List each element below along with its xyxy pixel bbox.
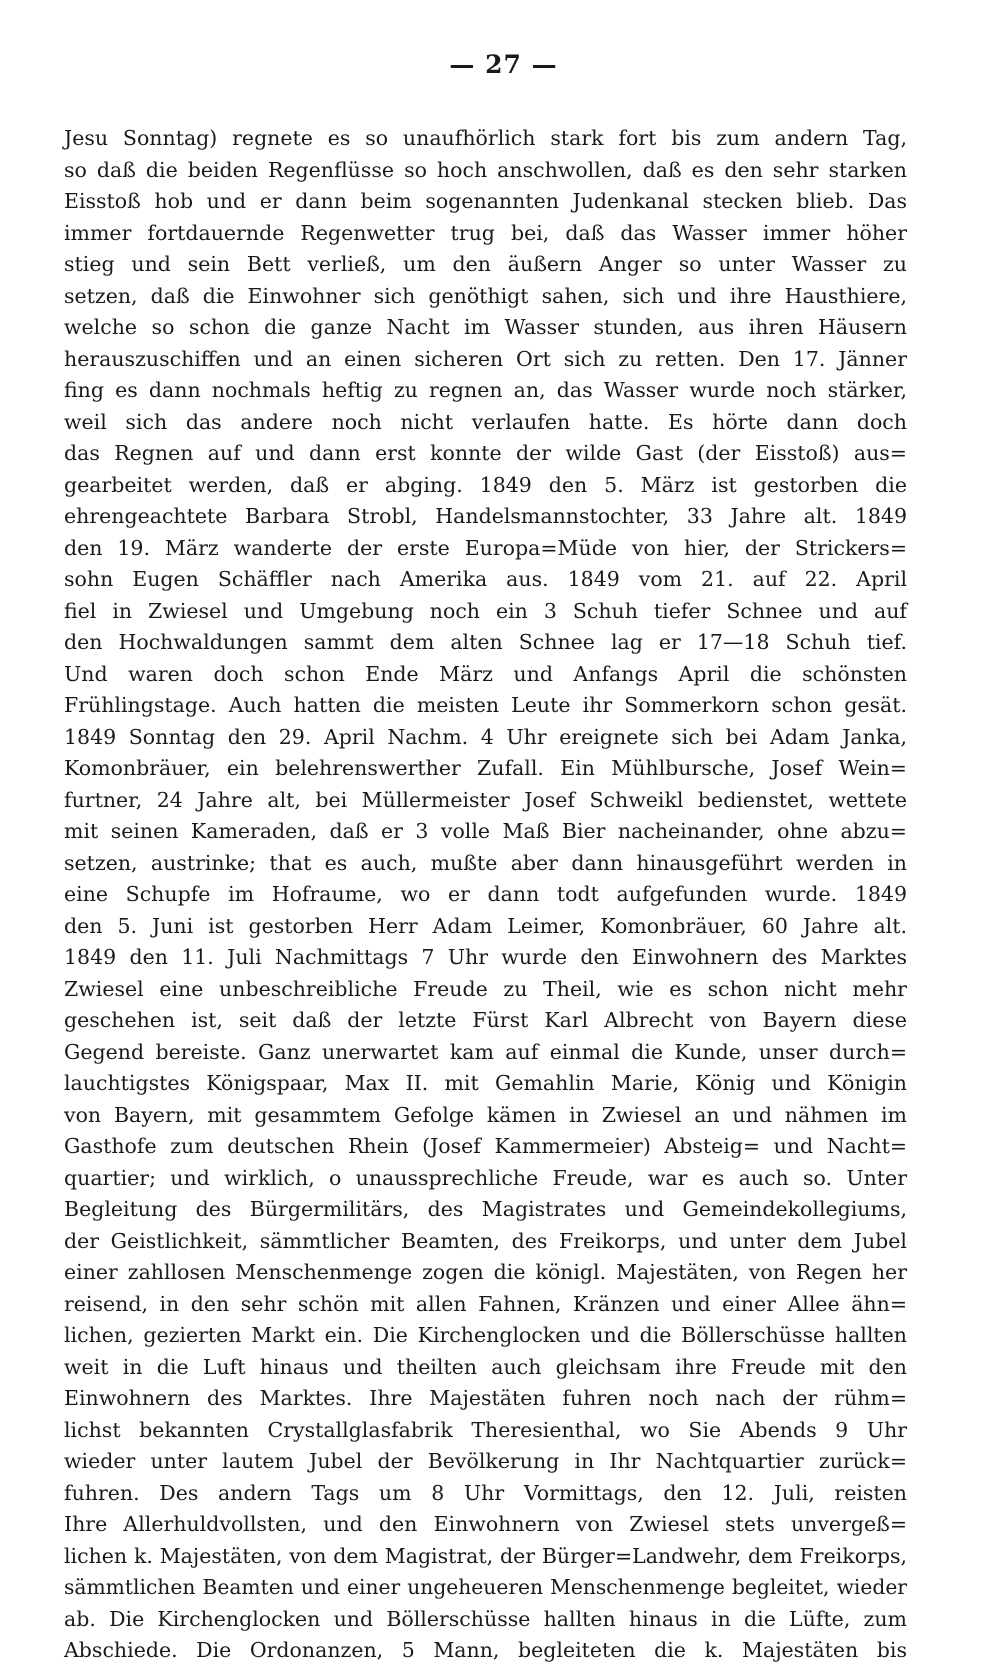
text-line: fing es dann nochmals heftig zu regnen an, das Wasser wurde noch stärker, — [64, 378, 907, 402]
text-line: lichen, gezierten Markt ein. Die Kirchenglocken und die Böllerschüsse hallten — [64, 1323, 907, 1347]
text-line: reisend, in den sehr schön mit allen Fahnen, Kränzen und einer Allee ähn= — [64, 1291, 907, 1316]
text-line: ehrengeachtete Barbara Strobl, Handelsmannstochter, 33 Jahre alt. 1849 — [64, 504, 907, 528]
text-line: Und waren doch schon Ende März und Anfangs April die schönsten — [64, 661, 907, 686]
text-line: 1849 Sonntag den 29. April Nachm. 4 Uhr ereignete sich bei Adam Janka, — [64, 724, 907, 749]
text-line: den 19. März wanderte der erste Europa=Müde von hier, der Strickers= — [64, 535, 907, 560]
text-line: mit seinen Kameraden, daß er 3 volle Maß Bier nacheinander, ohne abzu= — [64, 819, 907, 843]
text-line: sämmtlichen Beamten und einer ungeheueren Menschenmenge begleitet, wieder — [64, 1575, 907, 1599]
text-line: Ihre Allerhuldvollsten, und den Einwohnern von Zwiesel stets unvergeß= — [64, 1512, 907, 1536]
text-line: weil sich das andere noch nicht verlaufen hatte. Es hörte dann doch — [64, 409, 907, 434]
body-text — [64, 123, 907, 1667]
text-line: gearbeitet werden, daß er abging. 1849 den 5. März ist gestorben die — [64, 472, 907, 497]
page-number: — 27 — — [449, 50, 558, 79]
text-line: stieg und sein Bett verließ, um den äußern Anger so unter Wasser zu — [64, 252, 907, 276]
text-line: lauchtigstes Königspaar, Max II. mit Gemahlin Marie, König und Königin — [64, 1071, 907, 1095]
text-line: setzen, daß die Einwohner sich genöthigt sahen, sich und ihre Hausthiere, — [64, 283, 907, 308]
text-line: wieder unter lautem Jubel der Bevölkerung in Ihr Nachtquartier zurück= — [64, 1449, 907, 1473]
text-line: von Bayern, mit gesammtem Gefolge kämen in Zwiesel an und nähmen im — [64, 1102, 907, 1127]
text-line: Jesu Sonntag) regnete es so unaufhörlich stark fort bis zum andern Tag, — [64, 126, 907, 150]
text-line: Zwiesel eine unbeschreibliche Freude zu Theil, wie es schon nicht mehr — [64, 976, 907, 1001]
text-line: lichen k. Majestäten, von dem Magistrat, der Bürger=Landwehr, dem Freikorps, — [64, 1543, 907, 1568]
text-line: den 5. Juni ist gestorben Herr Adam Leimer, Komonbräuer, 60 Jahre alt. — [64, 913, 907, 938]
text-line: Einwohnern des Marktes. Ihre Majestäten fuhren noch nach der rühm= — [64, 1386, 907, 1410]
text-line: Komonbräuer, ein belehrenswerther Zufall. Ein Mühlbursche, Josef Wein= — [64, 756, 907, 780]
text-line: Eisstoß hob und er dann beim sogenannten Judenkanal stecken blieb. Das — [64, 189, 907, 213]
text-line: quartier; und wirklich, o unaussprechliche Freude, war es auch so. Unter — [64, 1165, 907, 1190]
text-line: geschehen ist, seit daß der letzte Fürst Karl Albrecht von Bayern diese — [64, 1008, 907, 1032]
text-line: 1849 den 11. Juli Nachmittags 7 Uhr wurde den Einwohnern des Marktes — [64, 945, 907, 969]
text-line: setzen, austrinke; that es auch, mußte aber dann hinausgeführt werden in — [64, 850, 907, 875]
text-line: fiel in Zwiesel und Umgebung noch ein 3 Schuh tiefer Schnee und auf — [64, 598, 907, 623]
text-line: herauszuschiffen und an einen sicheren Ort sich zu retten. Den 17. Jänner — [64, 346, 907, 371]
text-line: der Geistlichkeit, sämmtlicher Beamten, des Freikorps, und unter dem Jubel — [64, 1228, 907, 1253]
text-line: ab. Die Kirchenglocken und Böllerschüsse hallten hinaus in die Lüfte, zum — [64, 1606, 907, 1631]
text-line: lichst bekannten Crystallglasfabrik Theresienthal, wo Sie Abends 9 Uhr — [64, 1417, 907, 1442]
text-line: sohn Eugen Schäffler nach Amerika aus. 1849 vom 21. auf 22. April — [64, 567, 907, 591]
text-line: so daß die beiden Regenflüsse so hoch anschwollen, daß es den sehr starken — [64, 157, 907, 182]
text-line: immer fortdauernde Regenwetter trug bei, daß das Wasser immer höher — [64, 220, 907, 245]
text-line: furtner, 24 Jahre alt, bei Müllermeister Josef Schweikl bedienstet, wettete — [64, 787, 907, 812]
text-line: das Regnen auf und dann erst konnte der wilde Gast (der Eisstoß) aus= — [64, 441, 907, 465]
text-line: weit in die Luft hinaus und theilten auch gleichsam ihre Freude mit den — [64, 1354, 907, 1379]
text-line: den Hochwaldungen sammt dem alten Schnee lag er 17—18 Schuh tief. — [64, 630, 907, 654]
text-line: eine Schupfe im Hofraume, wo er dann todt aufgefunden wurde. 1849 — [64, 882, 907, 906]
text-line: Gegend bereiste. Ganz unerwartet kam auf einmal die Kunde, unser durch= — [64, 1039, 907, 1064]
text-line: Begleitung des Bürgermilitärs, des Magistrates und Gemeindekollegiums, — [64, 1197, 907, 1221]
text-line: welche so schon die ganze Nacht im Wasser stunden, aus ihren Häusern — [64, 315, 907, 339]
text-line: einer zahllosen Menschenmenge zogen die königl. Majestäten, von Regen her — [64, 1260, 907, 1284]
text-line: Frühlingstage. Auch hatten die meisten Leute ihr Sommerkorn schon gesät. — [64, 693, 907, 717]
text-line: fuhren. Des andern Tags um 8 Uhr Vormittags, den 12. Juli, reisten — [64, 1480, 907, 1505]
text-line: Abschiede. Die Ordonanzen, 5 Mann, begleiteten die k. Majestäten bis — [64, 1638, 907, 1662]
text-line: Gasthofe zum deutschen Rhein (Josef Kammermeier) Absteig= und Nacht= — [64, 1134, 907, 1158]
